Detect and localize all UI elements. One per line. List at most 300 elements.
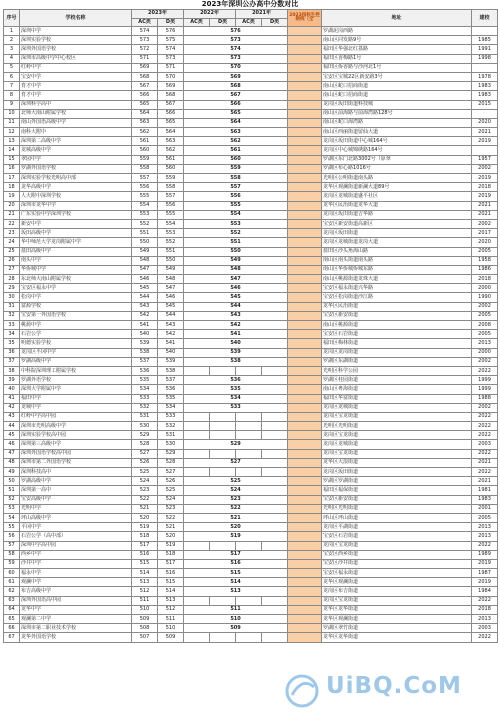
cell-address: 龙岗区布吉街道 (322, 587, 472, 596)
cell-2023-d: 567 (158, 100, 184, 109)
table-row (4, 109, 498, 118)
cell-control-line (288, 559, 322, 568)
cell-school: 龙城高级中学 (20, 146, 132, 155)
table-row (4, 587, 498, 596)
cell-2023-ac: 536 (132, 366, 158, 375)
cell-seq: 5 (4, 63, 20, 72)
page-title: 2023年深圳公办高中分数对比 (201, 0, 299, 8)
cell-address: 盐田区沙头角海山路 (322, 247, 472, 256)
table-row (4, 164, 498, 173)
cell-school: 盐田高级中学 (20, 247, 132, 256)
cell-new-badge: 527 (184, 458, 288, 467)
cell-address: 福田区华强北红荔路 (322, 45, 472, 54)
cell-2023-ac: 573 (132, 36, 158, 45)
cell-founded: 1989 (472, 550, 498, 559)
cell-seq: 4 (4, 54, 20, 63)
cell-2023-ac: 560 (132, 146, 158, 155)
cell-2023-ac: 507 (132, 633, 158, 642)
cell-address: 龙岗区坂田街道科技城 (322, 100, 472, 109)
table-row (4, 624, 498, 633)
table-row (4, 275, 498, 284)
cell-seq: 60 (4, 569, 20, 578)
cell-2021-d (262, 633, 288, 642)
cell-address: 罗湖区东湖街道 (322, 357, 472, 366)
table-row (4, 376, 498, 385)
cell-address: 龙岗区中心城锦绣路164号 (322, 146, 472, 155)
cell-2023-d: 576 (158, 27, 184, 36)
cell-2023-d: 555 (158, 210, 184, 219)
cell-seq: 3 (4, 45, 20, 54)
cell-2023-d: 565 (158, 118, 184, 127)
cell-seq: 31 (4, 302, 20, 311)
cell-founded: 2002 (472, 164, 498, 173)
table-row (4, 403, 498, 412)
cell-2023-ac: 530 (132, 422, 158, 431)
table-row (4, 559, 498, 568)
cell-school: 宝安高级中学 (20, 495, 132, 504)
cell-seq: 20 (4, 201, 20, 210)
cell-control-line (288, 155, 322, 164)
cell-school: 深圳市龙华中学 (20, 201, 132, 210)
cell-control-line (288, 293, 322, 302)
cell-2023-d: 536 (158, 385, 184, 394)
cell-seq: 45 (4, 431, 20, 440)
cell-address: 南山区同发路9号 (322, 36, 472, 45)
table-row (4, 128, 498, 137)
header-2023-d: D类 (158, 18, 184, 27)
table-row (4, 449, 498, 458)
cell-2021-d (262, 596, 288, 605)
cell-control-line (288, 36, 322, 45)
header-2021-ac: AC类 (236, 18, 262, 27)
cell-seq: 27 (4, 265, 20, 274)
cell-seq: 66 (4, 624, 20, 633)
cell-school: 坂田高级中学 (20, 229, 132, 238)
cell-school: 南头中学 (20, 256, 132, 265)
cell-seq: 32 (4, 311, 20, 320)
cell-seq: 9 (4, 100, 20, 109)
cell-new-badge: 554 (184, 210, 288, 219)
cell-school: 龙岗区平冈中学 (20, 348, 132, 357)
cell-2021-ac (236, 633, 262, 642)
cell-address: 光明区光明街道 (322, 504, 472, 513)
cell-2022-ac (184, 541, 210, 550)
cell-seq: 40 (4, 385, 20, 394)
cell-2023-d: 574 (158, 45, 184, 54)
cell-new-badge: 561 (184, 146, 288, 155)
cell-founded: 1990 (472, 293, 498, 302)
cell-2022-ac (184, 449, 210, 458)
cell-new-badge: 538 (184, 357, 288, 366)
cell-seq: 33 (4, 321, 20, 330)
cell-2022-d (210, 449, 236, 458)
cell-2023-d: 534 (158, 403, 184, 412)
cell-address: 宝安区沙井街道 (322, 559, 472, 568)
cell-control-line (288, 394, 322, 403)
cell-control-line (288, 45, 322, 54)
cell-2023-d: 523 (158, 504, 184, 513)
cell-seq: 67 (4, 633, 20, 642)
cell-school: 深圳外国语高中园 (20, 596, 132, 605)
cell-new-badge: 510 (184, 615, 288, 624)
cell-school: 育才中学 (20, 91, 132, 100)
cell-new-badge: 535 (184, 385, 288, 394)
cell-control-line (288, 174, 322, 183)
cell-2023-ac: 526 (132, 458, 158, 467)
cell-seq: 59 (4, 559, 20, 568)
cell-2023-ac: 511 (132, 596, 158, 605)
cell-2023-d: 568 (158, 91, 184, 100)
cell-control-line (288, 348, 322, 357)
cell-2021-d (262, 449, 288, 458)
cell-new-badge: 519 (184, 532, 288, 541)
table-row (4, 91, 498, 100)
cell-school: 富源学校 (20, 302, 132, 311)
cell-seq: 30 (4, 293, 20, 302)
cell-seq: 35 (4, 339, 20, 348)
cell-school: 深圳市光明高级中学 (20, 422, 132, 431)
cell-seq: 28 (4, 275, 20, 284)
cell-founded: 1999 (472, 376, 498, 385)
cell-seq: 52 (4, 495, 20, 504)
cell-school: 观澜中学 (20, 578, 132, 587)
cell-founded: 2015 (472, 100, 498, 109)
cell-founded: 2002 (472, 302, 498, 311)
cell-2023-ac: 557 (132, 174, 158, 183)
table-row (4, 412, 498, 421)
cell-school: 深圳科学高中 (20, 100, 132, 109)
cell-seq: 1 (4, 27, 20, 36)
cell-school: 广东实验中学深圳学校 (20, 210, 132, 219)
cell-address: 龙岗区平湖街道 (322, 523, 472, 532)
cell-founded: 2021 (472, 128, 498, 137)
cell-address: 龙华区龙华街道 (322, 605, 472, 614)
cell-2022-ac (184, 633, 210, 642)
table-row (4, 486, 498, 495)
cell-2023-ac: 525 (132, 468, 158, 477)
cell-control-line (288, 440, 322, 449)
cell-address: 南山区蛇口招商街道 (322, 82, 472, 91)
cell-school: 深圳第三高级中学 (20, 440, 132, 449)
cell-seq: 17 (4, 174, 20, 183)
cell-control-line (288, 201, 322, 210)
cell-school: 深圳大学附属中学 (20, 385, 132, 394)
cell-address: 福田区梅林街道 (322, 339, 472, 348)
cell-seq: 47 (4, 449, 20, 458)
cell-seq: 19 (4, 192, 20, 201)
cell-control-line (288, 275, 322, 284)
cell-2023-d: 551 (158, 247, 184, 256)
cell-control-line (288, 339, 322, 348)
cell-2023-d: 546 (158, 293, 184, 302)
cell-2023-d: 571 (158, 63, 184, 72)
table-row (4, 523, 498, 532)
cell-2023-ac: 509 (132, 615, 158, 624)
score-table (3, 9, 498, 643)
cell-school: 松岗中学 (20, 293, 132, 302)
cell-address: 宝安区西乡街道 (322, 550, 472, 559)
cell-founded: 2022 (472, 412, 498, 421)
cell-control-line (288, 302, 322, 311)
table-row (4, 330, 498, 339)
cell-new-badge: 564 (184, 118, 288, 127)
header-control-line: 2023指标生控制线（全 (288, 10, 322, 27)
cell-address: 福田区华富街道 (322, 394, 472, 403)
cell-2023-d: 528 (158, 458, 184, 467)
cell-2023-ac: 558 (132, 164, 158, 173)
cell-founded: 2000 (472, 348, 498, 357)
cell-control-line (288, 596, 322, 605)
cell-control-line (288, 63, 322, 72)
cell-2023-d: 543 (158, 321, 184, 330)
cell-founded: 2022 (472, 541, 498, 550)
cell-2021-ac (236, 468, 262, 477)
table-row (4, 82, 498, 91)
table-row (4, 431, 498, 440)
cell-address: 龙华区观澜街道新澜大道89号 (322, 183, 472, 192)
cell-2021-d (262, 366, 288, 375)
header-2022: 2022年 (184, 10, 236, 19)
cell-2023-d: 569 (158, 82, 184, 91)
cell-school: 龙华高级中学 (20, 183, 132, 192)
cell-school: 石岩公学 (20, 330, 132, 339)
cell-founded: 2003 (472, 624, 498, 633)
cell-new-badge: 546 (184, 284, 288, 293)
cell-school: 深圳中学 (20, 27, 132, 36)
cell-2023-ac: 550 (132, 238, 158, 247)
table-row (4, 118, 498, 127)
cell-2023-d: 560 (158, 164, 184, 173)
cell-founded: 2021 (472, 201, 498, 210)
cell-2023-d: 540 (158, 348, 184, 357)
cell-address: 南山区粤海街道 (322, 385, 472, 394)
cell-new-badge: 558 (184, 174, 288, 183)
cell-2023-ac: 516 (132, 550, 158, 559)
cell-control-line (288, 495, 322, 504)
header-2023: 2023年 (132, 10, 184, 19)
cell-address: 龙华区大浪街道 (322, 458, 472, 467)
cell-2023-d: 538 (158, 366, 184, 375)
cell-2023-ac: 562 (132, 128, 158, 137)
cell-new-badge: 511 (184, 605, 288, 614)
cell-control-line (288, 192, 322, 201)
cell-address: 龙岗区龙城街道 (322, 403, 472, 412)
cell-control-line (288, 376, 322, 385)
cell-new-badge: 516 (184, 559, 288, 568)
cell-seq: 55 (4, 523, 20, 532)
cell-address: 罗湖区布心路1016号 (322, 164, 472, 173)
table-row (4, 155, 498, 164)
cell-2021-d (262, 422, 288, 431)
cell-address: 宝安区福永街道 (322, 569, 472, 578)
cell-founded: 1986 (472, 265, 498, 274)
cell-new-badge: 521 (184, 513, 288, 522)
cell-2023-ac: 514 (132, 569, 158, 578)
cell-founded: 2021 (472, 477, 498, 486)
cell-founded: 2019 (472, 174, 498, 183)
cell-2022-ac (184, 366, 210, 375)
cell-control-line (288, 605, 322, 614)
table-row (4, 302, 498, 311)
cell-seq: 16 (4, 164, 20, 173)
cell-founded: 2005 (472, 311, 498, 320)
cell-2021-ac (236, 541, 262, 550)
table-row (4, 293, 498, 302)
cell-founded: 1983 (472, 82, 498, 91)
cell-control-line (288, 403, 322, 412)
table-row (4, 36, 498, 45)
cell-school: 龙华外国语学校 (20, 633, 132, 642)
cell-new-badge: 568 (184, 82, 288, 91)
table-row (4, 45, 498, 54)
cell-school: 坪山高级中学 (20, 513, 132, 522)
cell-founded: 1957 (472, 155, 498, 164)
cell-2023-ac: 556 (132, 183, 158, 192)
cell-school: 罗湖外国语学校 (20, 164, 132, 173)
cell-school: 东北师大南山附属学校 (20, 275, 132, 284)
cell-2023-d: 520 (158, 532, 184, 541)
cell-2023-ac: 512 (132, 587, 158, 596)
cell-new-badge: 545 (184, 293, 288, 302)
cell-2023-d: 542 (158, 330, 184, 339)
cell-new-badge: 548 (184, 265, 288, 274)
cell-control-line (288, 587, 322, 596)
cell-seq: 22 (4, 219, 20, 228)
cell-2022-d (210, 412, 236, 421)
cell-school: 福田中学 (20, 394, 132, 403)
cell-seq: 29 (4, 284, 20, 293)
header-school: 学校名称 (20, 10, 132, 27)
cell-2023-d: 557 (158, 192, 184, 201)
cell-2023-d: 554 (158, 219, 184, 228)
cell-control-line (288, 27, 322, 36)
cell-founded: 2022 (472, 596, 498, 605)
cell-founded: 2005 (472, 513, 498, 522)
cell-control-line (288, 615, 322, 624)
cell-2023-ac: 533 (132, 394, 158, 403)
cell-seq: 6 (4, 72, 20, 81)
cell-address: 罗湖区桂园街道 (322, 376, 472, 385)
header-2023-ac: AC类 (132, 18, 158, 27)
watermark (282, 671, 492, 711)
cell-2023-ac: 548 (132, 256, 158, 265)
cell-seq: 63 (4, 596, 20, 605)
cell-seq: 25 (4, 247, 20, 256)
table-row (4, 137, 498, 146)
cell-2023-d: 558 (158, 183, 184, 192)
cell-seq: 21 (4, 210, 20, 219)
cell-seq: 62 (4, 587, 20, 596)
cell-new-badge: 563 (184, 128, 288, 137)
cell-control-line (288, 569, 322, 578)
cell-address: 龙华区观澜街道 (322, 578, 472, 587)
cell-school: 深圳市第二外国语学校 (20, 458, 132, 467)
cell-school: 南山外国语高级中学 (20, 118, 132, 127)
table-row (4, 27, 498, 36)
cell-seq: 44 (4, 422, 20, 431)
cell-control-line (288, 183, 322, 192)
cell-address: 福田区香梅路1号 (322, 54, 472, 63)
cell-founded: 2002 (472, 357, 498, 366)
cell-2022-d (210, 541, 236, 550)
cell-founded (472, 109, 498, 118)
cell-2023-ac: 563 (132, 118, 158, 127)
table-row (4, 440, 498, 449)
cell-seq: 64 (4, 605, 20, 614)
cell-seq: 57 (4, 541, 20, 550)
cell-new-badge: 567 (184, 91, 288, 100)
cell-2023-ac: 531 (132, 412, 158, 421)
header-address: 地址 (322, 10, 472, 27)
cell-control-line (288, 265, 322, 274)
cell-address: 龙岗区宝龙街道 (322, 541, 472, 550)
cell-control-line (288, 330, 322, 339)
cell-2023-ac: 542 (132, 311, 158, 320)
cell-founded: 2019 (472, 578, 498, 587)
cell-address: 罗湖区东门北路3002号（原翠 (322, 155, 472, 164)
cell-control-line (288, 357, 322, 366)
cell-control-line (288, 550, 322, 559)
cell-seq: 10 (4, 109, 20, 118)
cell-2023-ac: 539 (132, 339, 158, 348)
header-founded: 建校 (472, 10, 498, 27)
cell-new-badge: 542 (184, 321, 288, 330)
cell-2021-d (262, 541, 288, 550)
watermark-text: UiBQ.CoM (326, 673, 462, 699)
cell-2021-d (262, 468, 288, 477)
cell-founded: 2000 (472, 284, 498, 293)
cell-address: 坪山区坪山街道 (322, 513, 472, 522)
cell-2022-d (210, 633, 236, 642)
cell-control-line (288, 422, 322, 431)
cell-2023-d: 553 (158, 229, 184, 238)
cell-2021-ac (236, 449, 262, 458)
table-row (4, 596, 498, 605)
cell-new-badge: 556 (184, 192, 288, 201)
cell-address: 福田区福保街道 (322, 486, 472, 495)
cell-school: 宝安区福永中学 (20, 284, 132, 293)
cell-school: 光明中学 (20, 504, 132, 513)
cell-control-line (288, 54, 322, 63)
cell-2023-d: 561 (158, 155, 184, 164)
cell-2023-d: 517 (158, 559, 184, 568)
cell-2023-ac: 528 (132, 440, 158, 449)
watermark-logo-icon (282, 671, 326, 711)
table-row (4, 100, 498, 109)
cell-2023-ac: 561 (132, 137, 158, 146)
cell-founded: 1988 (472, 394, 498, 403)
cell-control-line (288, 137, 322, 146)
cell-school: 北师大南山附属学校 (20, 109, 132, 118)
cell-school: 布吉高级中学 (20, 587, 132, 596)
cell-new-badge: 559 (184, 164, 288, 173)
cell-address: 宝安区新安街道 (322, 495, 472, 504)
cell-2021-d (262, 431, 288, 440)
cell-founded: 2013 (472, 523, 498, 532)
table-row (4, 265, 498, 274)
table-row (4, 146, 498, 155)
cell-founded: 1987 (472, 569, 498, 578)
cell-2023-ac: 521 (132, 504, 158, 513)
cell-address: 福田区侨香路与沙河北1号 (322, 63, 472, 72)
cell-2023-ac: 522 (132, 495, 158, 504)
cell-control-line (288, 238, 322, 247)
cell-school: 深圳第二高级中学 (20, 137, 132, 146)
cell-2023-ac: 574 (132, 27, 158, 36)
cell-new-badge: 515 (184, 569, 288, 578)
cell-2023-d: 521 (158, 523, 184, 532)
cell-school: 龙华中学 (20, 605, 132, 614)
